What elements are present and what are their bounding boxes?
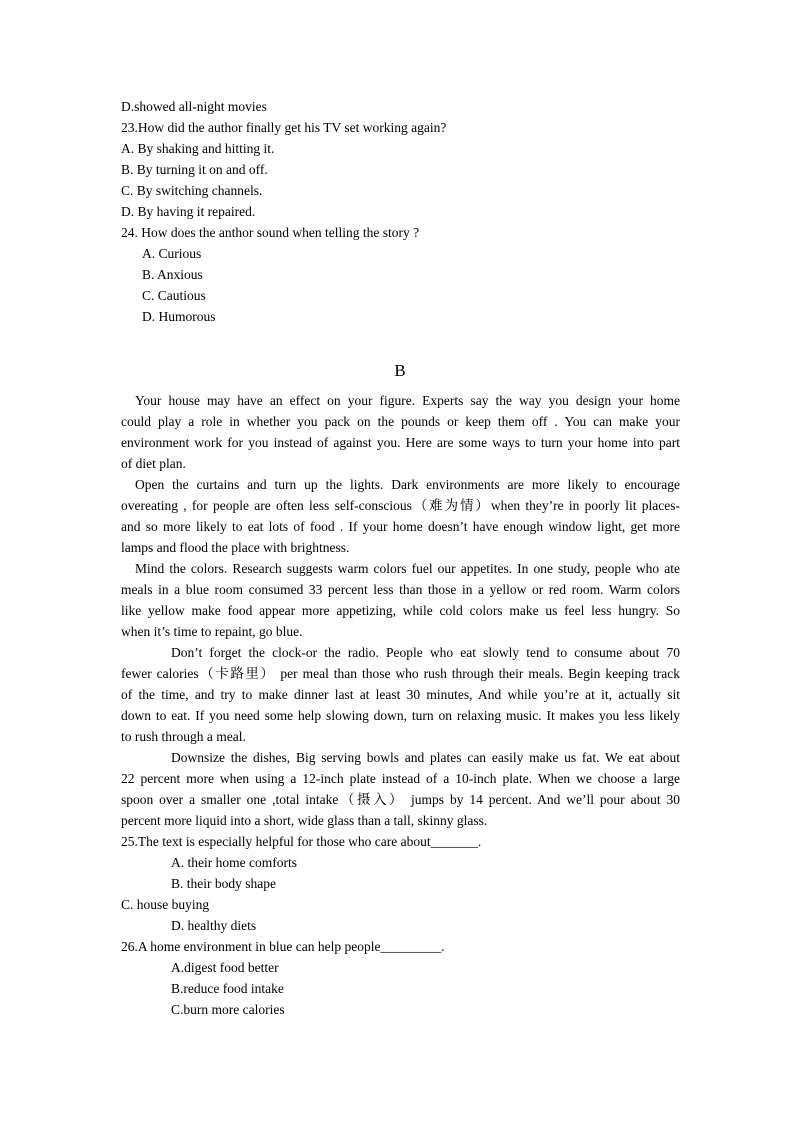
passage-line: when it’s time to repaint, go blue. — [121, 624, 303, 639]
q26-question: 26.A home environment in blue can help people_________. — [121, 939, 445, 954]
passage-line: fewer calories（卡路里） per meal than those who rush through their meals. Begin keeping track — [121, 666, 680, 681]
q24-option-a: A. Curious — [142, 246, 202, 261]
passage-line: spoon over a smaller one ,total intake（摄入） jumps by 14 percent. And we’ll pour about 30 — [121, 792, 680, 807]
passage-line: lamps and flood the place with brightness. — [121, 540, 350, 555]
section-b-title: B — [394, 361, 406, 380]
q25-option-a: A. their home comforts — [171, 855, 297, 870]
q24-option-b: B. Anxious — [142, 267, 203, 282]
q26-option-a: A.digest food better — [171, 960, 279, 975]
passage-line: Mind the colors. Research suggests warm colors fuel our appetites. In one study, people who ate — [135, 561, 680, 576]
q25-option-c: C. house buying — [121, 897, 210, 912]
passage-line: and so more likely to eat lots of food . If your home doesn’t have enough window light, get more — [121, 519, 680, 534]
q22-option-d: D.showed all-night movies — [121, 99, 267, 114]
passage-line: of diet plan. — [121, 456, 186, 471]
q23-question: 23.How did the author finally get his TV set working again? — [121, 120, 447, 135]
q24-option-c: C. Cautious — [142, 288, 206, 303]
passage-line: Open the curtains and turn up the lights. Dark environments are more likely to encourage — [135, 477, 680, 492]
q25-question: 25.The text is especially helpful for those who care about_______. — [121, 834, 482, 849]
passage-line: to rush through a meal. — [121, 729, 246, 744]
passage-line: like yellow make food appear more appetizing, while cold colors make us feel less hungry. So — [121, 603, 680, 618]
passage-line: overeating , for people are often less self-conscious（难为情）when they’re in poorly lit places- — [121, 498, 680, 513]
q25-option-b: B. their body shape — [171, 876, 276, 891]
q23-option-b: B. By turning it on and off. — [121, 162, 268, 177]
q26-option-c: C.burn more calories — [171, 1002, 285, 1017]
passage-line: could play a role in whether you pack on the pounds or keep them off . You can make your — [121, 414, 680, 429]
passage-line: meals in a blue room consumed 33 percent less than those in a yellow or red room. Warm colors — [121, 582, 680, 597]
q25-option-d: D. healthy diets — [171, 918, 257, 933]
passage-line: of the time, and try to make dinner last at least 30 minutes, And while you’re at it, actually sit — [121, 687, 680, 702]
passage-line: down to eat. If you need some help slowing down, turn on relaxing music. It makes you less likely — [121, 708, 680, 723]
passage-line: 22 percent more when using a 12-inch plate instead of a 10-inch plate. When we choose a large — [121, 771, 680, 786]
q23-option-a: A. By shaking and hitting it. — [121, 141, 275, 156]
passage-line: environment work for you instead of against you. Here are some ways to turn your home into part — [121, 435, 680, 450]
passage-line: Don’t forget the clock-or the radio. People who eat slowly tend to consume about 70 — [171, 645, 680, 660]
passage-line: Downsize the dishes, Big serving bowls and plates can easily make us fat. We eat about — [171, 750, 680, 765]
q24-option-d: D. Humorous — [142, 309, 216, 324]
passage-line: percent more liquid into a short, wide glass than a tall, skinny glass. — [121, 813, 488, 828]
passage-line: Your house may have an effect on your figure. Experts say the way you design your home — [135, 393, 680, 408]
q24-question: 24. How does the anthor sound when telling the story ? — [121, 225, 420, 240]
q23-option-d: D. By having it repaired. — [121, 204, 256, 219]
q26-option-b: B.reduce food intake — [171, 981, 284, 996]
q23-option-c: C. By switching channels. — [121, 183, 263, 198]
